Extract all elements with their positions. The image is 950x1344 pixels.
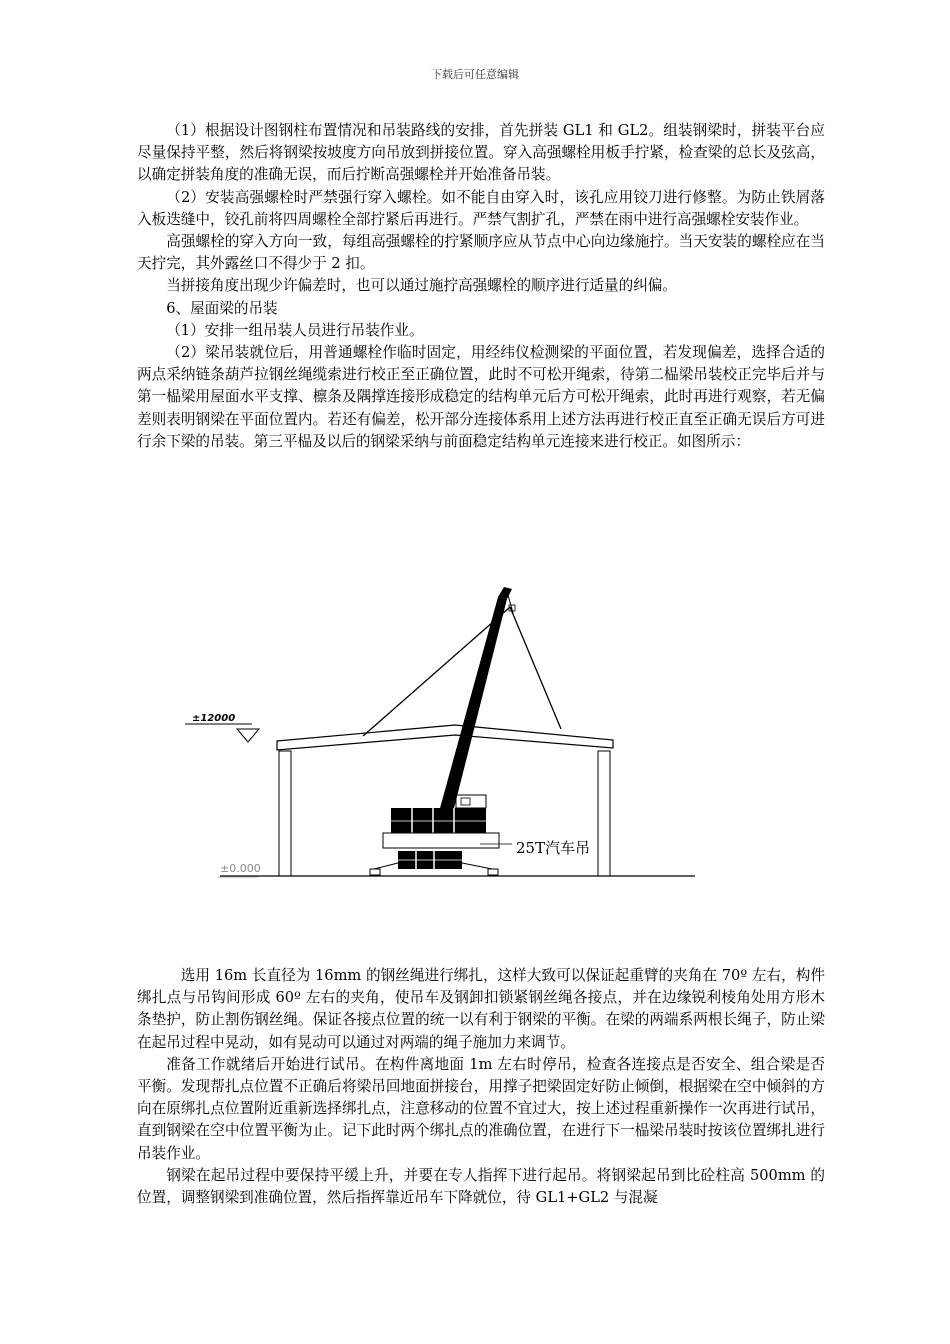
- crane-lifting-diagram: [180, 585, 720, 885]
- paragraph: （2）梁吊装就位后，用普通螺栓作临时固定，用经纬仪检测梁的平面位置，若发现偏差，选择合适的两点采纳链条葫芦拉钢丝绳缆索进行校正至正确位置，此时不可松开绳索，待第二榀梁吊装校正完毕后并与第一榀梁用屋面水平支撑、檩条及隅撑连接形成稳定的结构单元后方可松开绳索，此时再进行观察，若无偏差则表明钢梁在平面位置内。若还有偏差，松开部分连接体系用上述方法再进行校正直至正确无误后方可进行余下梁的吊装。第三平榀及以后的钢梁采纳与前面稳定结构单元连接来进行校正。如图所示：: [137, 344, 825, 450]
- page-header: 下载后可任意编辑: [431, 68, 519, 81]
- crane-label: 25T汽车吊: [516, 839, 591, 857]
- paragraph: 当拼接角度出现少许偏差时，也可以通过施拧高强螺栓的顺序进行适量的纠偏。: [166, 277, 677, 295]
- paragraph: （2）安装高强螺栓时严禁强行穿入螺栓。如不能自由穿入时，该孔应用铰刀进行修整。为防止铁屑落入板迭缝中，铰孔前将四周螺栓全部拧紧后再进行。严禁气割扩孔，严禁在雨中进行高强螺栓安装作业。: [137, 188, 825, 228]
- elevation-top-label: ±12000: [192, 713, 236, 724]
- paragraph: 钢梁在起吊过程中要保持平缓上升，并要在专人指挥下进行起吊。将钢梁起吊到比砼柱高 500mm 的位置，调整钢梁到准确位置，然后指挥靠近吊车下降就位，待 GL1+GL2 与混凝: [137, 1166, 825, 1207]
- paragraph: 准备工作就绪后开始进行试吊。在构件离地面 1m 左右时停吊，检查各连接点是否安全、组合梁是否平衡。发现帮扎点位置不正确后将梁吊回地面拼接台，用撑子把梁固定好防止倾倒，根据梁在空中倾斜的方向在原绑扎点位置附近重新选择绑扎点，注意移动的位置不宜过大，按上述过程重新操作一次再进行试吊，直到钢梁在空中位置平衡为止。记下此时两个绑扎点的准确位置，在进行下一榀梁吊装时按该位置绑扎进行吊装作业。: [137, 1055, 825, 1162]
- paragraph: 选用 16m 长直径为 16mm 的钢丝绳进行绑扎，这样大致可以保证起重臂的夹角在 70º 左右，构件绑扎点与吊钩间形成 60º 左右的夹角，使吊车及钢卸扣锁紧钢丝绳各接点，并在边缘锐利棱角处用方形木条垫护，防止割伤钢丝绳。保证各接点位置的统一以有利于钢梁的平衡。在梁的两端系两根长绳子，防止梁在起吊过程中晃动，如有晃动可以通过对两端的绳子施加力来调节。: [137, 967, 825, 1051]
- paragraph: （1）根据设计图钢柱布置情况和吊装路线的安排，首先拼装 GL1 和 GL2。组装钢梁时，拼装平台应尽量保持平整，然后将钢梁按坡度方向吊放到拼接位置。穿入高强螺栓用板手拧紧，检查梁的总长及弦高，以确定拼装角度的准确无误，而后拧断高强螺栓并开始准备吊装。: [137, 122, 825, 184]
- body-text-bottom: [137, 965, 825, 1209]
- paragraph: 高强螺栓的穿入方向一致，每组高强螺栓的拧紧顺序应从节点中心向边缘施拧。当天安装的螺栓应在当天拧完，其外露丝口不得少于 2 扣。: [137, 233, 825, 273]
- elevation-ground-label: ±0.000: [220, 862, 261, 875]
- section-heading: 6、屋面梁的吊装: [166, 299, 278, 317]
- paragraph: （1）安排一组吊装人员进行吊装作业。: [166, 321, 424, 339]
- body-text-top: [137, 120, 825, 453]
